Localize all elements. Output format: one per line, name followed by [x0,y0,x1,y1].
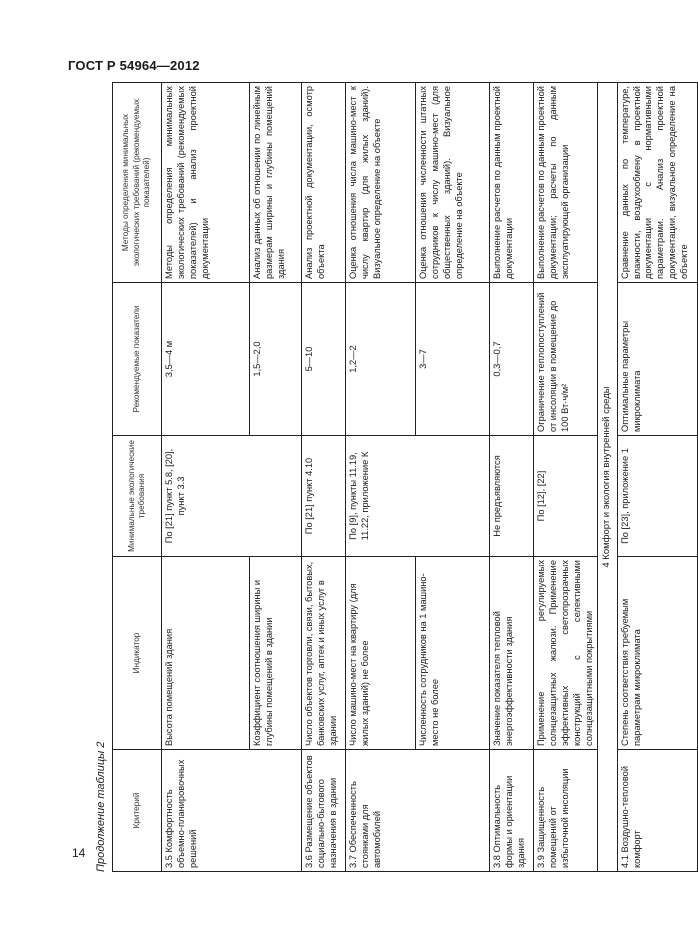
indicator-cell: Число объектов торговли, связи, бытовых, банковских услуг, аптек и иных услуг в здании [302,557,346,750]
header-indicator: Индикатор [113,557,162,750]
method-cell: Оценка отношения численности штатных сотрудников к числу машино-мест (для общественных зданий). Визуальное определение на объекте [416,83,490,283]
criterion-cell: 3.5 Комфортность объемно-планировочных решений [162,750,302,872]
table-row [346,83,416,872]
recommended-cell: 0,3—0,7 [490,283,534,436]
indicator-cell: Степень соответствия требуемым параметрам микроклимата [617,557,697,750]
method-cell: Анализ данных об отношении по линейным размерам ширины и глубины помещений здания [250,83,302,283]
recommended-cell: Оптимальные параметры микроклимата [617,283,697,436]
document-title: ГОСТ Р 54964—2012 [68,58,200,73]
recommended-cell: 3—7 [416,283,490,436]
rotated-table-block [95,82,690,872]
table-header-row [113,83,162,872]
criterion-cell: 4.1 Воздушно-тепловой комфорт [617,750,697,872]
recommended-cell: 1,2—2 [346,283,416,436]
criterion-cell: 3.8 Оптимальность формы и ориентации здания [490,750,534,872]
section-heading: 4 Комфорт и экология внутренней среды [598,83,617,872]
table-row [617,83,697,872]
table-row [490,83,534,872]
recommended-cell: Ограничение теплопоступлений от инсоляции в помещение до 100 Вт·ч/м² [534,283,598,436]
method-cell: Анализ проектной документации, осмотр объекта [302,83,346,283]
indicator-cell: Коэффициент соотношения ширины и глубины помещений в здании [250,557,302,750]
header-criterion: Критерий [113,750,162,872]
table-continuation-caption: Продолжение таблицы 2 [95,741,107,872]
header-recommended: Рекомендуемые показатели [113,283,162,436]
criterion-cell: 3.9 Защищенность помещений от избыточной инсоляции [534,750,598,872]
indicator-cell: Высота помещений здания [162,557,250,750]
requirement-cell: По [23], приложение 1 [617,436,697,557]
table-row [162,83,250,872]
requirement-cell: По [12], [22] [534,436,598,557]
indicator-cell: Применение регулируемых солнцезащитных жалюзи. Применение эффективных светопрозрачных конструкций с селективными солнцезащитными покрытиями [534,557,598,750]
method-cell: Методы определения минимальных экологических требований (рекомендуемых показателей) и анализ проектной документации [162,83,250,283]
header-requirements: Минимальные экологические требования [113,436,162,557]
criterion-cell: 3.6 Размещение объектов социально-бытового назначения в здании [302,750,346,872]
method-cell: Выполнение расчетов по данным проектной документации; расчеты по данным эксплуатирующей организации [534,83,598,283]
table-row [534,83,598,872]
recommended-cell: 3,5—4 м [162,283,250,436]
requirement-cell: Не предъявляются [490,436,534,557]
indicator-cell: Численность сотрудников на 1 машино-место не более [416,557,490,750]
section-row [598,83,617,872]
requirement-cell: По [21] пункт 5.8, [20], пункт 3.3 [162,436,302,557]
method-cell: Выполнение расчетов по данным проектной документации [490,83,534,283]
table-row [302,83,346,872]
header-methods: Методы определения минимальных экологических требований (рекомендуемых показателей) [113,83,162,283]
criterion-cell: 3.7 Обеспеченность стоянками для автомобилей [346,750,490,872]
recommended-cell: 5—10 [302,283,346,436]
indicator-cell: Число машино-мест на квартиру (для жилых зданий) не более [346,557,416,750]
method-cell: Оценка отношения числа машино-мест к числу квартир (для жилых зданий). Визуальное определение на объекте [346,83,416,283]
indicator-cell: Значение показателя тепловой энергоэффективности здания [490,557,534,750]
requirements-table [112,82,698,872]
page-number: 14 [72,846,86,860]
requirement-cell: По [21] пункт 4.10 [302,436,346,557]
method-cell: Сравнение данных по температуре, влажности, воздухообмену в проектной документации с нормативными параметрами. Анализ проектной документации, визуальное определение на объекте [617,83,697,283]
recommended-cell: 1,5—2,0 [250,283,302,436]
requirement-cell: По [9], пункты 11.19, 11.22, приложение К [346,436,490,557]
